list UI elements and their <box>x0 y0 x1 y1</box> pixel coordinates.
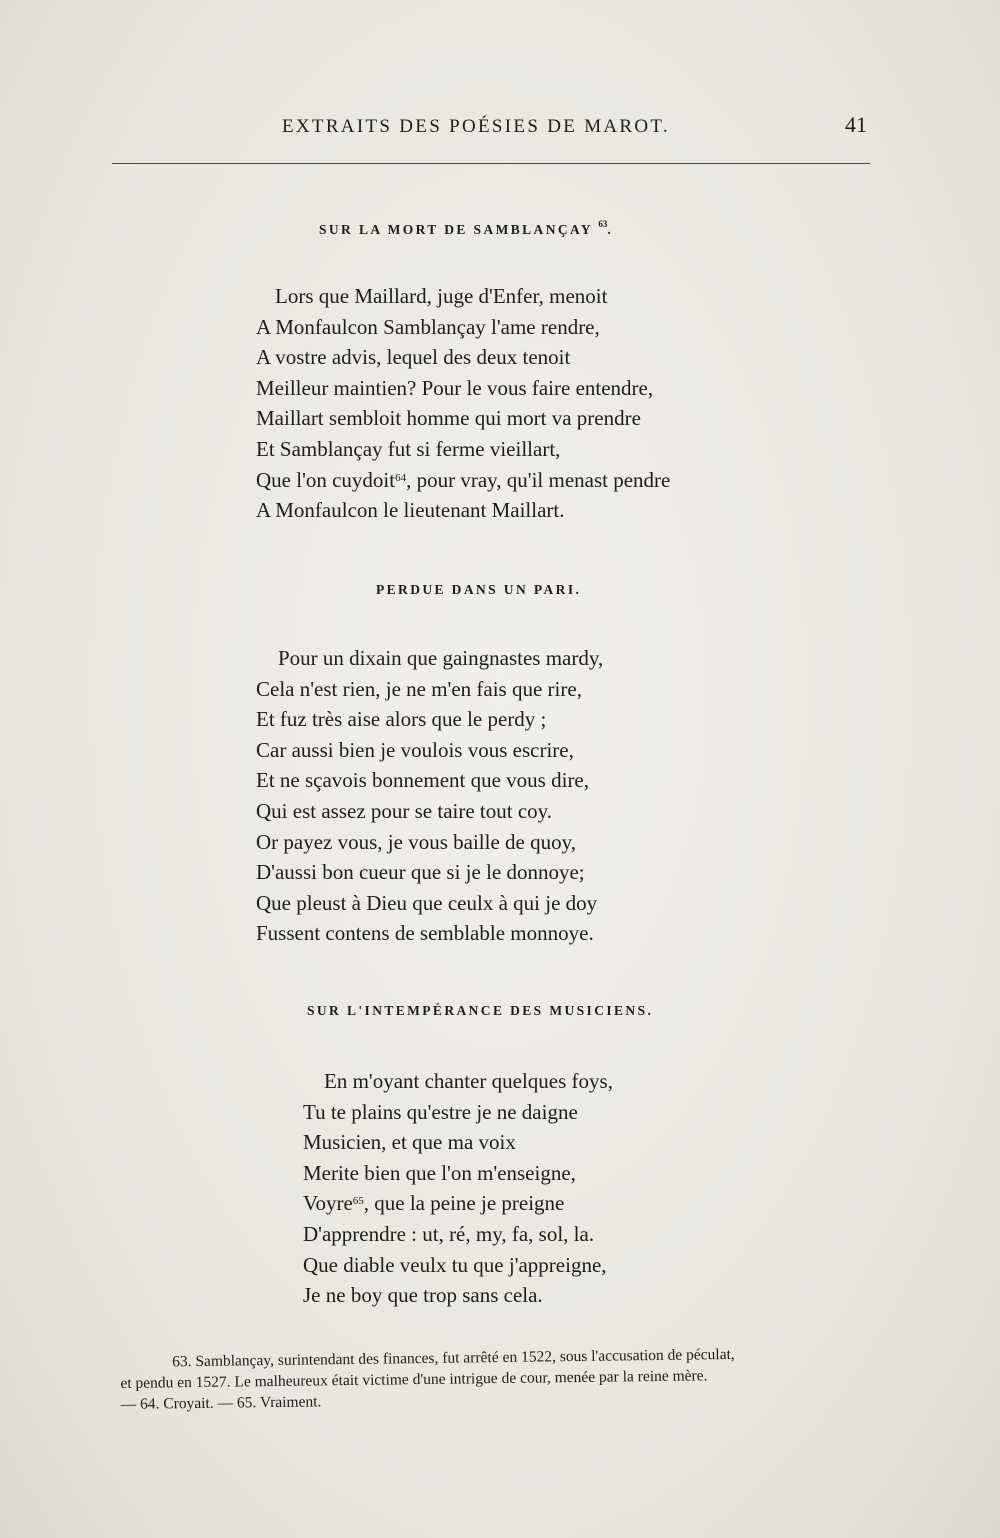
verse-line: Et fuz très aise alors que le perdy ; <box>256 707 547 732</box>
poem-pari <box>256 643 603 949</box>
verse-line: Tu te plains qu'estre je ne daigne <box>303 1099 578 1124</box>
running-head <box>0 112 1000 146</box>
verse-line: A vostre advis, lequel des deux tenoit <box>256 345 571 370</box>
poem-title-musiciens: SUR L'INTEMPÉRANCE DES MUSICIENS. <box>307 1003 654 1018</box>
footnote-63-continued: et pendu en 1527. Le malheureux était victime d'une intrigue de cour, menée par la reine mère. <box>120 1367 708 1392</box>
verse-line: Maillart sembloit homme qui mort va prendre <box>256 406 641 431</box>
verse-line: Pour un dixain que gaingnastes mardy, <box>278 646 604 670</box>
verse-line: Que l'on cuydoit$^{64}$, pour vray, qu'il menast pendre <box>256 467 671 492</box>
page-number: 41 <box>845 112 867 137</box>
poem-title-pari: PERDUE DANS UN PARI. <box>376 582 582 597</box>
verse-line: Que diable veulx tu que j'appreigne, <box>303 1252 607 1277</box>
verse-line: Je ne boy que trop sans cela. <box>303 1283 543 1308</box>
verse-line: A Monfaulcon le lieutenant Maillart. <box>256 498 565 523</box>
verse-line: Que pleust à Dieu que ceulx à qui je doy <box>256 890 598 915</box>
verse-line: D'apprendre : ut, ré, my, fa, sol, la. <box>303 1221 595 1246</box>
verse-line: Musicien, et que ma voix <box>303 1130 516 1155</box>
verse-line: Or payez vous, je vous baille de quoy, <box>256 829 576 854</box>
verse-line: Fussent contens de semblable monnoye. <box>256 921 594 946</box>
verse-line: Qui est assez pour se taire tout coy. <box>256 798 553 823</box>
footnote-ref-64: 64 <box>395 471 407 484</box>
poem-musiciens <box>303 1066 613 1311</box>
footnote-ref-63: 63 <box>598 219 608 229</box>
footnotes <box>120 1342 893 1415</box>
verse-line: Cela n'est rien, je ne m'en fais que rire, <box>256 676 582 701</box>
verse-line: A Monfaulcon Samblançay l'ame rendre, <box>256 314 600 339</box>
footnote-64-65: — 64. Croyait. — 65. Vraiment. <box>120 1393 322 1413</box>
poem-title-samblancay: SUR LA MORT DE SAMBLANÇAY $^{63}$. <box>319 219 614 237</box>
footnote-ref-65: 65 <box>352 1195 364 1208</box>
verse-line: D'aussi bon cueur que si je le donnoye; <box>256 860 585 885</box>
verse-line: En m'oyant chanter quelques foys, <box>324 1069 613 1093</box>
poem-samblancay <box>256 281 670 526</box>
verse-line: Et ne sçavois bonnement que vous dire, <box>256 768 590 793</box>
verse-line: Lors que Maillard, juge d'Enfer, menoit <box>275 284 608 308</box>
header-rule <box>112 163 870 164</box>
verse-line: Et Samblançay fut si ferme vieillart, <box>256 436 561 461</box>
verse-line: Meilleur maintien? Pour le vous faire entendre, <box>256 375 654 400</box>
verse-line: Car aussi bien je voulois vous escrire, <box>256 737 574 762</box>
verse-line: Merite bien que l'on m'enseigne, <box>303 1160 576 1185</box>
verse-line: Voyre$^{65}$, que la peine je preigne <box>303 1191 565 1216</box>
running-title: EXTRAITS DES POÉSIES DE MAROT. <box>282 116 670 137</box>
footnote-63: 63. Samblançay, surintendant des finances, fut arrêté en 1522, sous l'accusation de péculat, <box>172 1345 735 1371</box>
